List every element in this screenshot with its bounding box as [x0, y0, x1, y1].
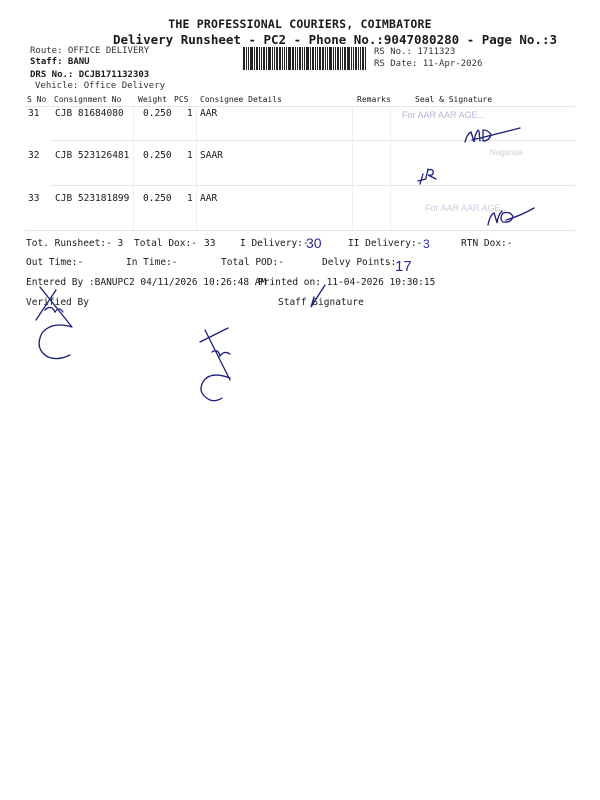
i-delivery-label: I Delivery:-	[240, 238, 309, 249]
col-sno: S No	[27, 95, 47, 104]
printed-on: Printed on: 11-04-2026 10:30:15	[258, 277, 436, 288]
row-consignment: CJB 523181899	[55, 193, 130, 204]
row-consignment: CJB 523126481	[55, 150, 130, 161]
col-seal-signature: Seal & Signature	[415, 95, 493, 104]
row-weight: 0.250	[143, 108, 172, 119]
entered-by: Entered By :BANUPC2 04/11/2026 10:26:48 AM	[26, 277, 267, 288]
total-dox-value: 33	[204, 238, 216, 249]
row-weight: 0.250	[143, 193, 172, 204]
staff-signature-mark	[311, 285, 325, 307]
row-weight: 0.250	[143, 150, 172, 161]
total-dox-label: Total Dox:-	[134, 238, 197, 249]
staff-label: Staff: BANU	[30, 57, 90, 67]
seal-stamp: Nagaraja	[490, 148, 523, 157]
col-consignment: Consignment No	[54, 95, 122, 104]
row-pcs: 1	[187, 150, 193, 161]
delvy-points-label: Delvy Points:-	[322, 257, 403, 268]
company-title: THE PROFESSIONAL COURIERS, COIMBATORE	[168, 17, 432, 31]
col-consignee: Consignee Details	[200, 95, 282, 104]
total-pod-label: Total POD:-	[221, 257, 284, 268]
delvy-points-value: 17	[395, 258, 412, 275]
verified-by-label: Verified By	[26, 297, 89, 308]
route-label: Route: OFFICE DELIVERY	[30, 46, 150, 56]
runsheet-subtitle: Delivery Runsheet - PC2 - Phone No.:9047080280 - Page No.:3	[112, 32, 557, 47]
seal-stamp: For AAR AAR AGE...	[425, 203, 509, 213]
row-sno: 33	[28, 193, 40, 204]
col-pcs: PCS	[174, 95, 189, 104]
rs-number: RS No.: 1711323	[374, 47, 456, 57]
row-sno: 32	[28, 150, 40, 161]
row-consignee: AAR	[200, 108, 218, 119]
rtn-dox-label: RTN Dox:-	[461, 238, 513, 249]
verified-by-signature	[36, 287, 72, 359]
rs-date: RS Date: 11-Apr-2026	[374, 59, 483, 69]
ii-delivery-value: 3	[423, 237, 430, 251]
ii-delivery-label: II Delivery:-	[348, 238, 423, 249]
seal-stamp: For AAR AAR AGE...	[402, 110, 486, 120]
row-consignee: SAAR	[200, 150, 223, 161]
staff-signature-label: Staff Signature	[278, 297, 364, 308]
staff-signature	[200, 328, 230, 401]
tot-runsheet: Tot. Runsheet:- 3	[26, 238, 124, 249]
row-consignee: AAR	[200, 193, 218, 204]
row-pcs: 1	[187, 108, 193, 119]
col-weight: Weight	[138, 95, 167, 104]
row-sno: 31	[28, 108, 40, 119]
i-delivery-value: 30	[306, 235, 322, 251]
drs-number: DRS No.: DCJB171132303	[30, 70, 150, 80]
col-remarks: Remarks	[357, 95, 391, 104]
out-time-label: Out Time:-	[26, 257, 84, 268]
row-pcs: 1	[187, 193, 193, 204]
row-consignment: CJB 81684080	[55, 108, 124, 119]
in-time-label: In Time:-	[126, 257, 178, 268]
vehicle-label: Vehicle: Office Delivery	[35, 81, 166, 91]
